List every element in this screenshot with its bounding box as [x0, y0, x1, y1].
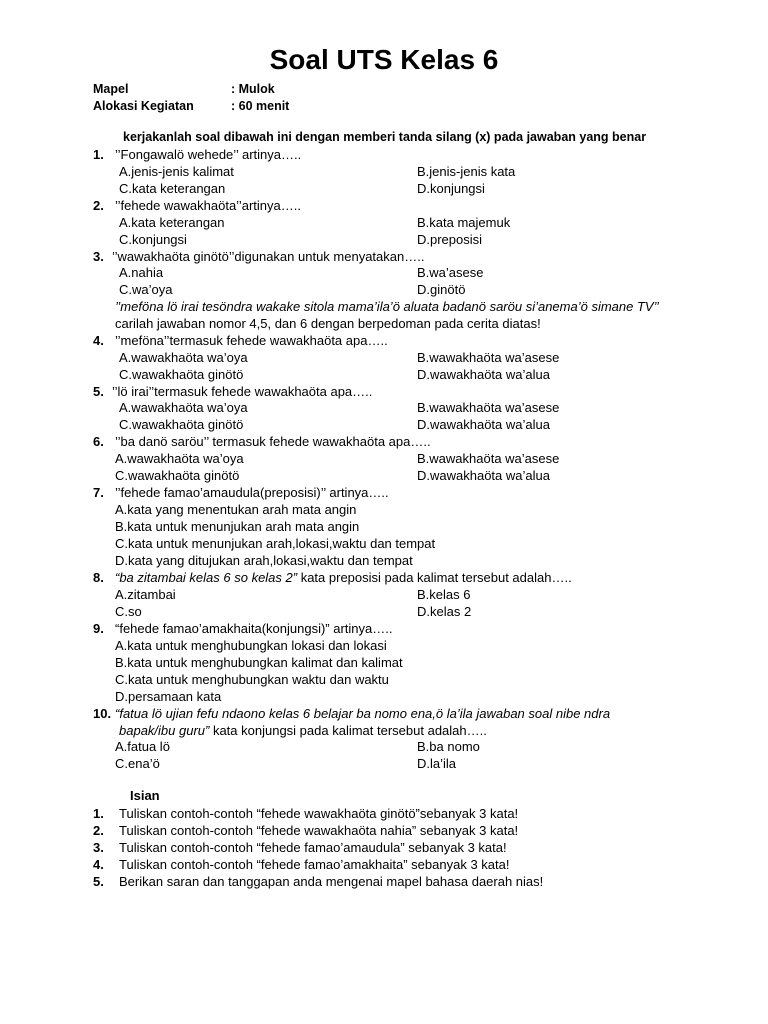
question-number: 4.: [93, 333, 104, 348]
option-a: A.jenis-jenis kalimat: [119, 164, 234, 179]
isian-item-1: [0, 805, 768, 822]
isian-title: Isian: [130, 788, 160, 803]
question-text: ’’fehede wawakhaöta’’artinya…..: [115, 198, 301, 213]
option-c: C.wa’oya: [119, 282, 173, 297]
option-a: A.wawakhaöta wa’oya: [119, 350, 248, 365]
isian-number: 2.: [93, 823, 104, 838]
option-a: A.wawakhaöta wa’oya: [119, 400, 248, 415]
option-b: B.wawakhaöta wa’asese: [417, 400, 560, 415]
mapel-value: : Mulok: [231, 82, 275, 96]
option-d: D.persamaan kata: [115, 689, 222, 704]
question-number: 9.: [93, 621, 104, 636]
isian-item-2: [0, 822, 768, 839]
alokasi-value: : 60 menit: [231, 99, 290, 113]
option-c: C.konjungsi: [119, 232, 187, 247]
question-rest: kata konjungsi pada kalimat tersebut adalah…..: [209, 723, 487, 738]
option-c: C.kata keterangan: [119, 181, 226, 196]
option-b: B.wa’asese: [417, 265, 484, 280]
question-quote: “ba zitambai kelas 6 so kelas 2”: [115, 570, 298, 585]
isian-number: 5.: [93, 874, 104, 889]
story-hint: carilah jawaban nomor 4,5, dan 6 dengan berpedoman pada cerita diatas!: [115, 316, 541, 331]
option-b: B.kata majemuk: [417, 215, 511, 230]
isian-number: 4.: [93, 857, 104, 872]
isian-number: 1.: [93, 806, 104, 821]
option-c: C.kata untuk menunjukan arah,lokasi,waktu dan tempat: [115, 536, 436, 551]
question-text: [119, 722, 487, 739]
option-d: D.konjungsi: [417, 181, 485, 196]
option-d: D.wawakhaöta wa’alua: [417, 417, 550, 432]
option-c: C.wawakhaöta ginötö: [119, 367, 244, 382]
isian-text: Tuliskan contoh-contoh “fehede famao’amaudula” sebanyak 3 kata!: [119, 840, 507, 855]
option-a: A.nahia: [119, 265, 164, 280]
question-text: ’’meföna’’termasuk fehede wawakhaöta apa…..: [115, 333, 388, 348]
question-number: 1.: [93, 147, 104, 162]
question-quote: “fatua lö ujian fefu ndaono kelas 6 belajar ba nomo ena,ö la’ila jawaban soal nibe ndra: [115, 706, 611, 721]
option-c: C.so: [115, 604, 142, 619]
isian-text: Tuliskan contoh-contoh “fehede wawakhaöta nahia” sebanyak 3 kata!: [119, 823, 519, 838]
question-text: “fehede famao’amakhaita(konjungsi)” artinya…..: [115, 621, 393, 636]
question-quote-end: bapak/ibu guru”: [119, 723, 210, 738]
option-d: D.la’ila: [417, 756, 457, 771]
option-a: A.fatua lö: [115, 739, 170, 754]
option-c: C.wawakhaöta ginötö: [119, 417, 244, 432]
isian-item-5: [0, 873, 768, 890]
option-d: D.wawakhaöta wa’alua: [417, 468, 550, 483]
alokasi-label: Alokasi Kegiatan: [93, 99, 194, 113]
option-a: A.zitambai: [115, 587, 176, 602]
question-text: ’’lö irai’’termasuk fehede wawakhaöta apa…..: [112, 384, 373, 399]
option-d: D.preposisi: [417, 232, 483, 247]
isian-item-4: [0, 856, 768, 873]
isian-item-3: [0, 839, 768, 856]
option-a: A.kata keterangan: [119, 215, 225, 230]
question-number: 6.: [93, 434, 104, 449]
option-b: B.wawakhaöta wa’asese: [417, 451, 560, 466]
option-a: A.kata yang menentukan arah mata angin: [115, 502, 357, 517]
isian-number: 3.: [93, 840, 104, 855]
option-b: B.ba nomo: [417, 739, 480, 754]
option-a: A.kata untuk menghubungkan lokasi dan lokasi: [115, 638, 387, 653]
page-title: Soal UTS Kelas 6: [269, 44, 499, 75]
question-number: 10.: [93, 706, 112, 721]
question-text: ’’Fongawalö wehede’’ artinya…..: [115, 147, 302, 162]
option-c: C.ena’ö: [115, 756, 160, 771]
instruction: kerjakanlah soal dibawah ini dengan memberi tanda silang (x) pada jawaban yang benar: [123, 130, 647, 144]
option-a: A.wawakhaöta wa’oya: [115, 451, 244, 466]
option-b: B.wawakhaöta wa’asese: [417, 350, 560, 365]
question-number: 7.: [93, 485, 104, 500]
story-text: ’’meföna lö irai tesöndra wakake sitola mama’ila’ö aluata badanö saröu si’anema’ö simane TV’’: [115, 299, 659, 314]
option-d: D.kata yang ditujukan arah,lokasi,waktu dan tempat: [115, 553, 413, 568]
question-text: ’’ba danö saröu’’ termasuk fehede wawakhaöta apa…..: [115, 434, 431, 449]
option-c: C.kata untuk menghubungkan waktu dan waktu: [115, 672, 389, 687]
option-c: C.wawakhaöta ginötö: [115, 468, 240, 483]
question-number: 5.: [93, 384, 104, 399]
question-number: 2.: [93, 198, 104, 213]
option-b: B.kata untuk menghubungkan kalimat dan kalimat: [115, 655, 403, 670]
question-rest: kata preposisi pada kalimat tersebut adalah…..: [297, 570, 572, 585]
option-b: B.kelas 6: [417, 587, 471, 602]
isian-text: Tuliskan contoh-contoh “fehede famao’amakhaita” sebanyak 3 kata!: [119, 857, 510, 872]
question-number: 3.: [93, 249, 104, 264]
mapel-label: Mapel: [93, 82, 129, 96]
option-d: D.ginötö: [417, 282, 466, 297]
option-b: B.jenis-jenis kata: [417, 164, 516, 179]
question-text: ’’fehede famao’amaudula(preposisi)’’ artinya…..: [115, 485, 389, 500]
question-number: 8.: [93, 570, 104, 585]
option-d: D.kelas 2: [417, 604, 472, 619]
isian-text: Berikan saran dan tanggapan anda mengenai mapel bahasa daerah nias!: [119, 874, 544, 889]
question-text: [115, 569, 572, 586]
isian-text: Tuliskan contoh-contoh “fehede wawakhaöta ginötö”sebanyak 3 kata!: [119, 806, 519, 821]
option-b: B.kata untuk menunjukan arah mata angin: [115, 519, 360, 534]
option-d: D.wawakhaöta wa’alua: [417, 367, 550, 382]
question-text: ’’wawakhaöta ginötö’’digunakan untuk menyatakan…..: [112, 249, 425, 264]
